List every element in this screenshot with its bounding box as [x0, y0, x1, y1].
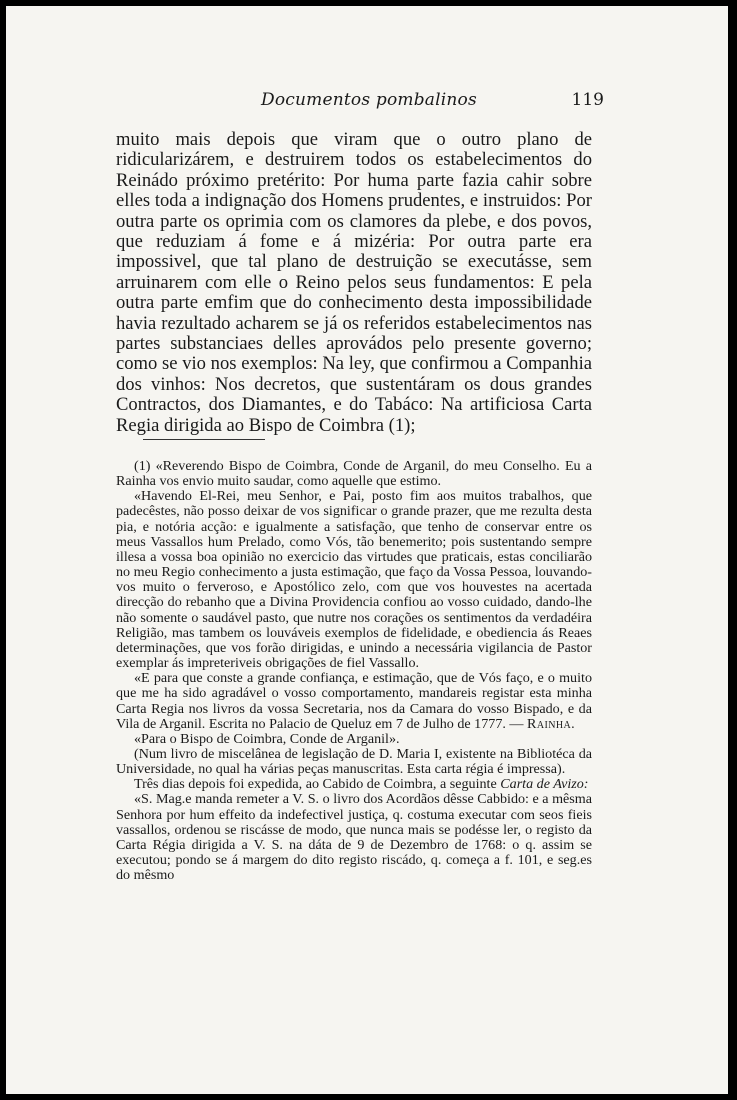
footnote-letter-body: «Havendo El-Rei, meu Senhor, e Pai, posto fim aos muitos trabalhos, que padecêstes, não posso deixar de vos significar o grande prazer, que me rezulta desta pia, e notória acção: e igualmente a satisfação, que tenho de conservar entre os meus Vassallos hum Prelado, como Vós, tão benemerito; pois sustentando sempre illesa a vossa boa opinião no exercicio das virtudes que praticais, estas conciliarão no meu Regio conhecimento a justa estimação, que faço da Vossa Pessoa, louvando-vos muito o ferveroso, e Apostólico zelo, com que vos houvestes na acertada direcção do rebanho que a Divina Providencia confiou ao vosso cuidado, dando-lhe não somente o saudável pasto, que nutre nos corações os sentimentos da verdadéira Religião, mas tambem os louváveis exemplos de fidelidade, e obediencia ás Reaes determinações, que vos forão dirigidas, e unindo a necessária vigilancia de Pastor exemplar ás impreteriveis obrigações de fiel Vassallo. — [116, 488, 592, 672]
footnote-block — [116, 459, 592, 883]
page-number: 119 — [571, 90, 604, 110]
running-title: Documentos pombalinos — [261, 90, 477, 110]
footnote-signature: Rainha. — [527, 715, 575, 732]
page-header — [116, 90, 604, 120]
footnote-transition-italic: Carta de Avizo: — [500, 776, 589, 793]
footnote-address: «Para o Bispo de Coimbra, Conde de Arganil». — [134, 730, 400, 747]
footnote-transition-text: Três dias depois foi expedida, ao Cabido de Coimbra, a seguinte — [134, 776, 497, 793]
footnote-source-note: (Num livro de miscelânea de legislação de D. Maria I, existente na Bibliotéca da Universidade, no qual ha várias peças manuscritas. Esta carta régia é impressa). — [116, 745, 592, 778]
footnote-letter-closing-text: «E para que conste a grande confiança, e estimação, que de Vós faço, e o muito que me ha sido agradável o vosso comportamento, mandareis registar esta minha Carta Regia nos livros da vossa Secretaria, nos da Camara do vosso Bispado, e da Vila de Arganil. Escrita no Palacio de Queluz em 7 de Julho de 1777. — — [116, 670, 592, 732]
footnote-letter-closing — [116, 671, 592, 732]
footnote-aviso-text: «S. Mag.e manda remeter a V. S. o livro dos Acordãos dêsse Cabbido: e a mêsma Senhora por hum effeito da indefectivel justiça, q. costuma executar com seos fieis vassallos, ordenou se riscásse de modo, que nunca mais se podésse ler, o registo da Carta Régia dirigida a V. S. na dáta de 9 de Dezembro de 1768: o q. assim se executou; pondo se á margem do dito registo riscádo, q. começa a f. 101, e seg.es do mêsmo — [116, 791, 592, 884]
document-page — [6, 6, 728, 1094]
footnote-transition — [116, 777, 592, 792]
main-paragraph: muito mais depois que viram que o outro plano de ridicularizárem, e destruirem todos os estabelecimentos do Reinádo próximo pretérito: Por huma parte fazia cahir sobre elles toda a indignação dos Homens prudentes, e instruidos: Por outra parte os oprimia com os clamores da plebe, e dos povos, que reduziam á fome e á mizéria: Por outra parte era impossivel, que tal plano de destruição se executásse, sem arruinarem com elle o Reino pelos seus fundamentos: E pela outra parte emfim que do conhecimento desta impossibilidade havia rezultado acharem se já os referidos estabelecimentos nas partes substanciaes delles aprovádos pelo presente governo; como se vio nos exemplos: Na ley, que confirmou a Companhia dos vinhos: Nos decretos, que sustentáram os dous grandes Contractos, dos Diamantes, e do Tabáco: Na artificiosa Carta Regia dirigida ao Bispo de Coimbra (1); — [116, 129, 592, 436]
footnote-opening: (1) «Reverendo Bispo de Coimbra, Conde de Arganil, do meu Conselho. Eu a Rainha vos envio muito saudar, como aquelle que estimo. — [116, 458, 592, 490]
footnote-separator — [143, 439, 265, 440]
